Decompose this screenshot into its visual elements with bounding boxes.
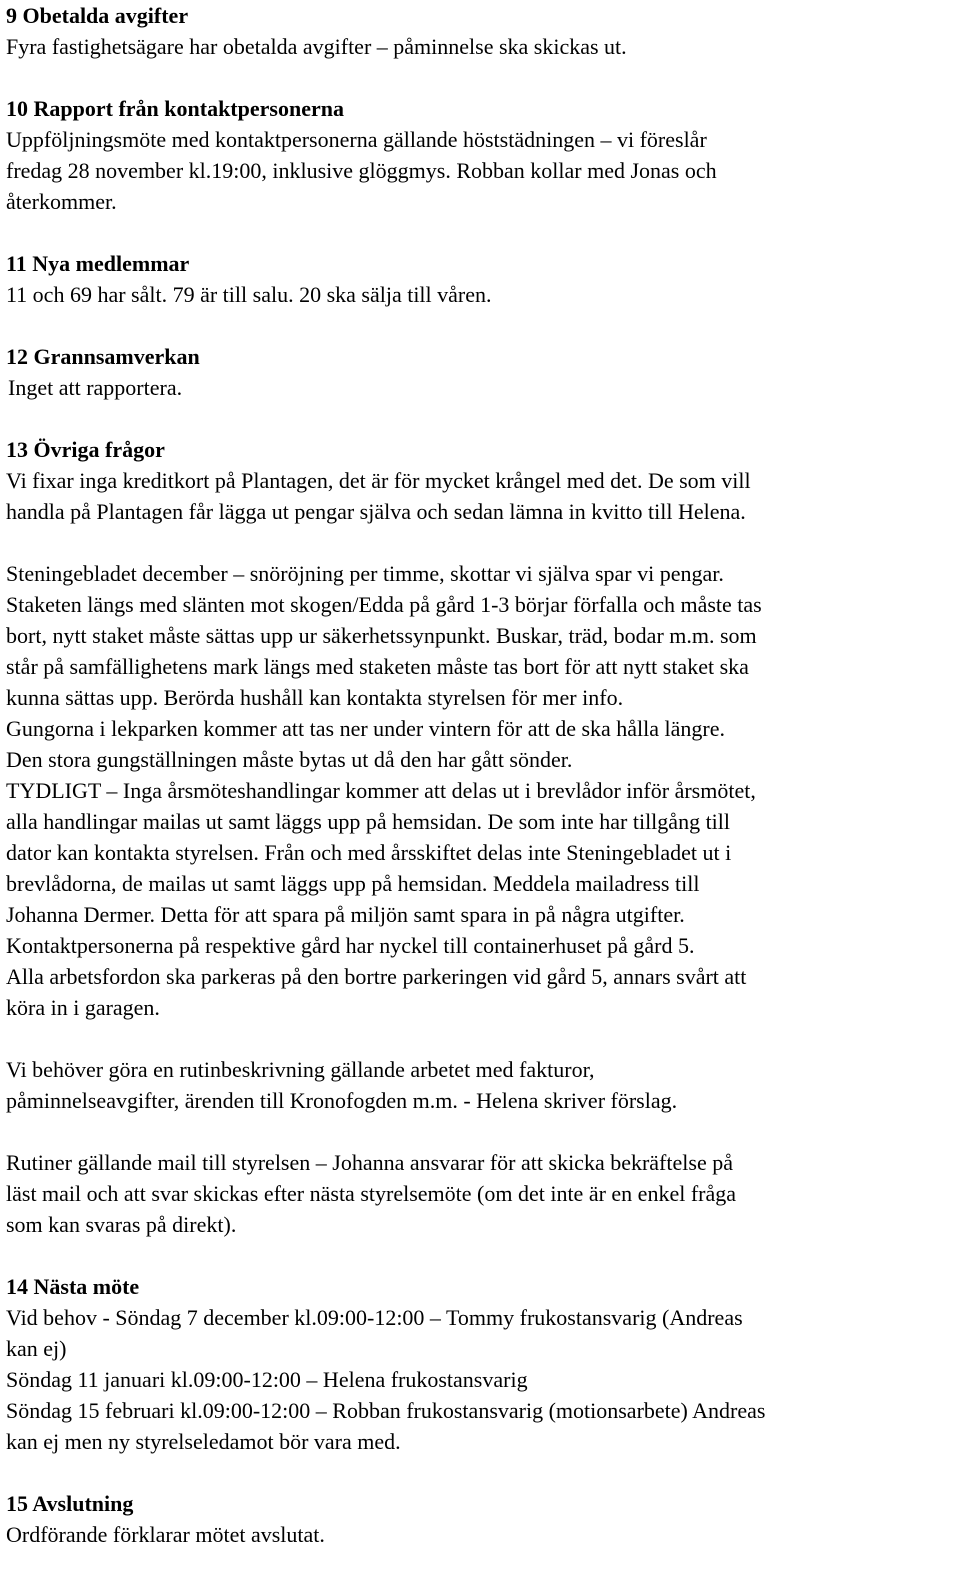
section-9 xyxy=(6,0,950,62)
text-line: Ordförande förklarar mötet avslutat. xyxy=(6,1522,325,1547)
paragraph xyxy=(6,1147,950,1240)
section-heading: 13 Övriga frågor xyxy=(6,437,165,462)
text-line: står på samfällighetens mark längs med staketen måste tas bort för att nytt staket ska xyxy=(6,654,749,679)
text-line: Staketen längs med slänten mot skogen/Edda på gård 1-3 börjar förfalla och måste tas xyxy=(6,592,762,617)
text-line: Vi fixar inga kreditkort på Plantagen, det är för mycket krångel med det. De som vill xyxy=(6,468,751,493)
text-line: kunna sättas upp. Berörda hushåll kan kontakta styrelsen för mer info. xyxy=(6,685,624,710)
section-heading: 11 Nya medlemmar xyxy=(6,251,190,276)
section-heading: 14 Nästa möte xyxy=(6,1274,140,1299)
section-heading: 12 Grannsamverkan xyxy=(6,344,200,369)
text-line: fredag 28 november kl.19:00, inklusive glöggmys. Robban kollar med Jonas och xyxy=(6,158,717,183)
text-line: Johanna Dermer. Detta för att spara på miljön samt spara in på några utgifter. xyxy=(6,902,685,927)
text-line: som kan svaras på direkt). xyxy=(6,1212,237,1237)
text-line: Uppföljningsmöte med kontaktpersonerna gällande höststädningen – vi föreslår xyxy=(6,127,707,152)
text-line: Den stora gungställningen måste bytas ut då den har gått sönder. xyxy=(6,747,573,772)
text-line: Vid behov - Söndag 7 december kl.09:00-12:00 – Tommy frukostansvarig (Andreas xyxy=(6,1305,743,1330)
document-page xyxy=(6,0,950,1550)
section-14 xyxy=(6,1271,950,1457)
section-15 xyxy=(6,1488,950,1550)
text-line: Gungorna i lekparken kommer att tas ner under vintern för att de ska hålla längre. xyxy=(6,716,726,741)
section-heading: 10 Rapport från kontaktpersonerna xyxy=(6,96,344,121)
text-line: Inget att rapportera. xyxy=(8,375,183,400)
section-12 xyxy=(6,341,950,403)
text-line: dator kan kontakta styrelsen. Från och med årsskiftet delas inte Steningebladet ut i xyxy=(6,840,732,865)
section-10 xyxy=(6,93,950,217)
text-line: brevlådorna, de mailas ut samt läggs upp på hemsidan. Meddela mailadress till xyxy=(6,871,700,896)
text-line: handla på Plantagen får lägga ut pengar själva och sedan lämna in kvitto till Helena. xyxy=(6,499,746,524)
text-line: köra in i garagen. xyxy=(6,995,160,1020)
section-body xyxy=(6,372,950,403)
section-body xyxy=(6,31,950,62)
section-body xyxy=(6,1302,950,1457)
text-line: kan ej) xyxy=(6,1336,67,1361)
text-line: Vi behöver göra en rutinbeskrivning gällande arbetet med fakturor, xyxy=(6,1057,595,1082)
section-body xyxy=(6,1519,950,1550)
section-body xyxy=(6,124,950,217)
text-line: bort, nytt staket måste sättas upp ur säkerhetssynpunkt. Buskar, träd, bodar m.m. som xyxy=(6,623,757,648)
section-11 xyxy=(6,248,950,310)
section-13 xyxy=(6,434,950,1240)
text-line: Alla arbetsfordon ska parkeras på den bortre parkeringen vid gård 5, annars svårt att xyxy=(6,964,747,989)
text-line: TYDLIGT – Inga årsmöteshandlingar kommer att delas ut i brevlådor inför årsmötet, xyxy=(6,778,756,803)
text-line: återkommer. xyxy=(6,189,117,214)
text-line: Fyra fastighetsägare har obetalda avgifter – påminnelse ska skickas ut. xyxy=(6,34,627,59)
text-line: Söndag 15 februari kl.09:00-12:00 – Robban frukostansvarig (motionsarbete) Andreas xyxy=(6,1398,766,1423)
section-body xyxy=(6,279,950,310)
text-line: påminnelseavgifter, ärenden till Kronofogden m.m. - Helena skriver förslag. xyxy=(6,1088,678,1113)
text-line: Kontaktpersonerna på respektive gård har nyckel till containerhuset på gård 5. xyxy=(6,933,695,958)
text-line: Rutiner gällande mail till styrelsen – Johanna ansvarar för att skicka bekräftelse på xyxy=(6,1150,733,1175)
text-line: 11 och 69 har sålt. 79 är till salu. 20 ska sälja till våren. xyxy=(6,282,492,307)
text-line: läst mail och att svar skickas efter nästa styrelsemöte (om det inte är en enkel fråga xyxy=(6,1181,736,1206)
section-heading: 9 Obetalda avgifter xyxy=(6,3,189,28)
paragraph xyxy=(6,558,950,1023)
text-line: Steningebladet december – snöröjning per timme, skottar vi själva spar vi pengar. xyxy=(6,561,724,586)
text-line: kan ej men ny styrelseledamot bör vara med. xyxy=(6,1429,401,1454)
text-line: alla handlingar mailas ut samt läggs upp på hemsidan. De som inte har tillgång till xyxy=(6,809,731,834)
paragraph xyxy=(6,1054,950,1116)
section-heading: 15 Avslutning xyxy=(6,1491,134,1516)
text-line: Söndag 11 januari kl.09:00-12:00 – Helena frukostansvarig xyxy=(6,1367,528,1392)
paragraph xyxy=(6,465,950,527)
